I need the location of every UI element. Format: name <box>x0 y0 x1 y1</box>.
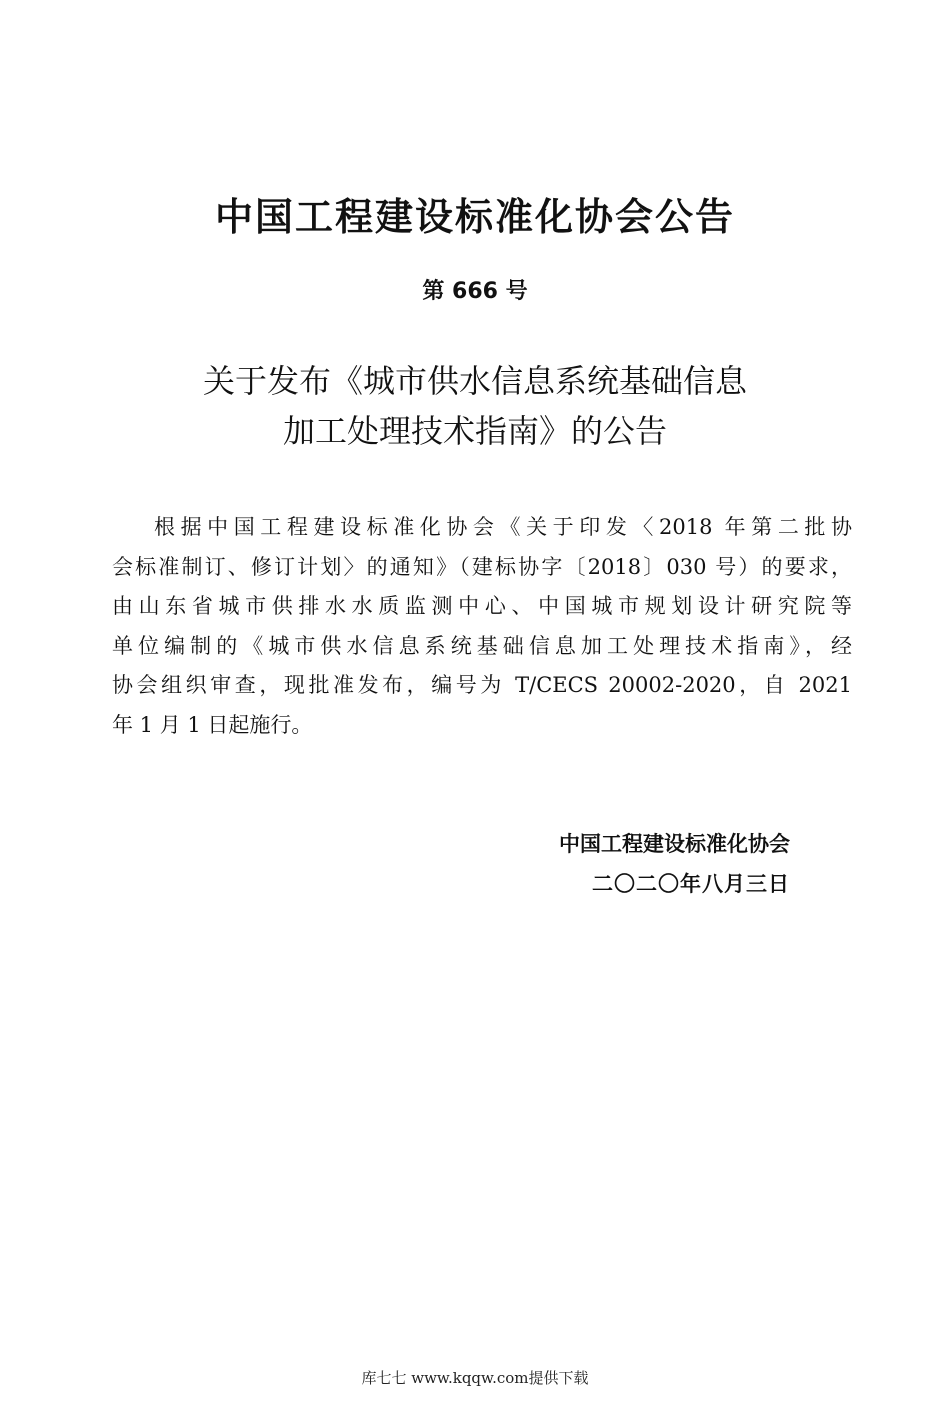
subject-line: 加工处理技术指南》的公告 <box>282 412 667 450</box>
signature-organization: 中国工程建设标准化协会 <box>559 832 790 856</box>
signature-date: 二〇二〇年八月三日 <box>592 872 790 896</box>
body-line: 年 1 月 1 日起施行。 <box>112 712 313 737</box>
notice-number: 第 666 号 <box>422 279 528 304</box>
body-line: 会标准制订、修订计划〉的通知》（建标协字〔2018〕030 号）的要求， <box>112 554 852 579</box>
body-line: 由山东省城市供排水水质监测中心、中国城市规划设计研究院等 <box>112 594 852 618</box>
body-line: 协会组织审查，现批准发布，编号为 T/CECS 20002-2020，自 2021 <box>112 673 852 697</box>
body-line: 根据中国工程建设标准化协会《关于印发〈2018 年第二批协 <box>154 515 852 539</box>
subject-line: 关于发布《城市供水信息系统基础信息 <box>202 362 747 400</box>
body-line: 单位编制的《城市供水信息系统基础信息加工处理技术指南》，经 <box>112 633 852 658</box>
download-footer: 库七七 www.kqqw.com提供下载 <box>361 1369 589 1387</box>
announcement-title: 中国工程建设标准化协会公告 <box>214 195 735 239</box>
body-paragraph <box>112 508 852 745</box>
subject-heading <box>0 356 950 456</box>
